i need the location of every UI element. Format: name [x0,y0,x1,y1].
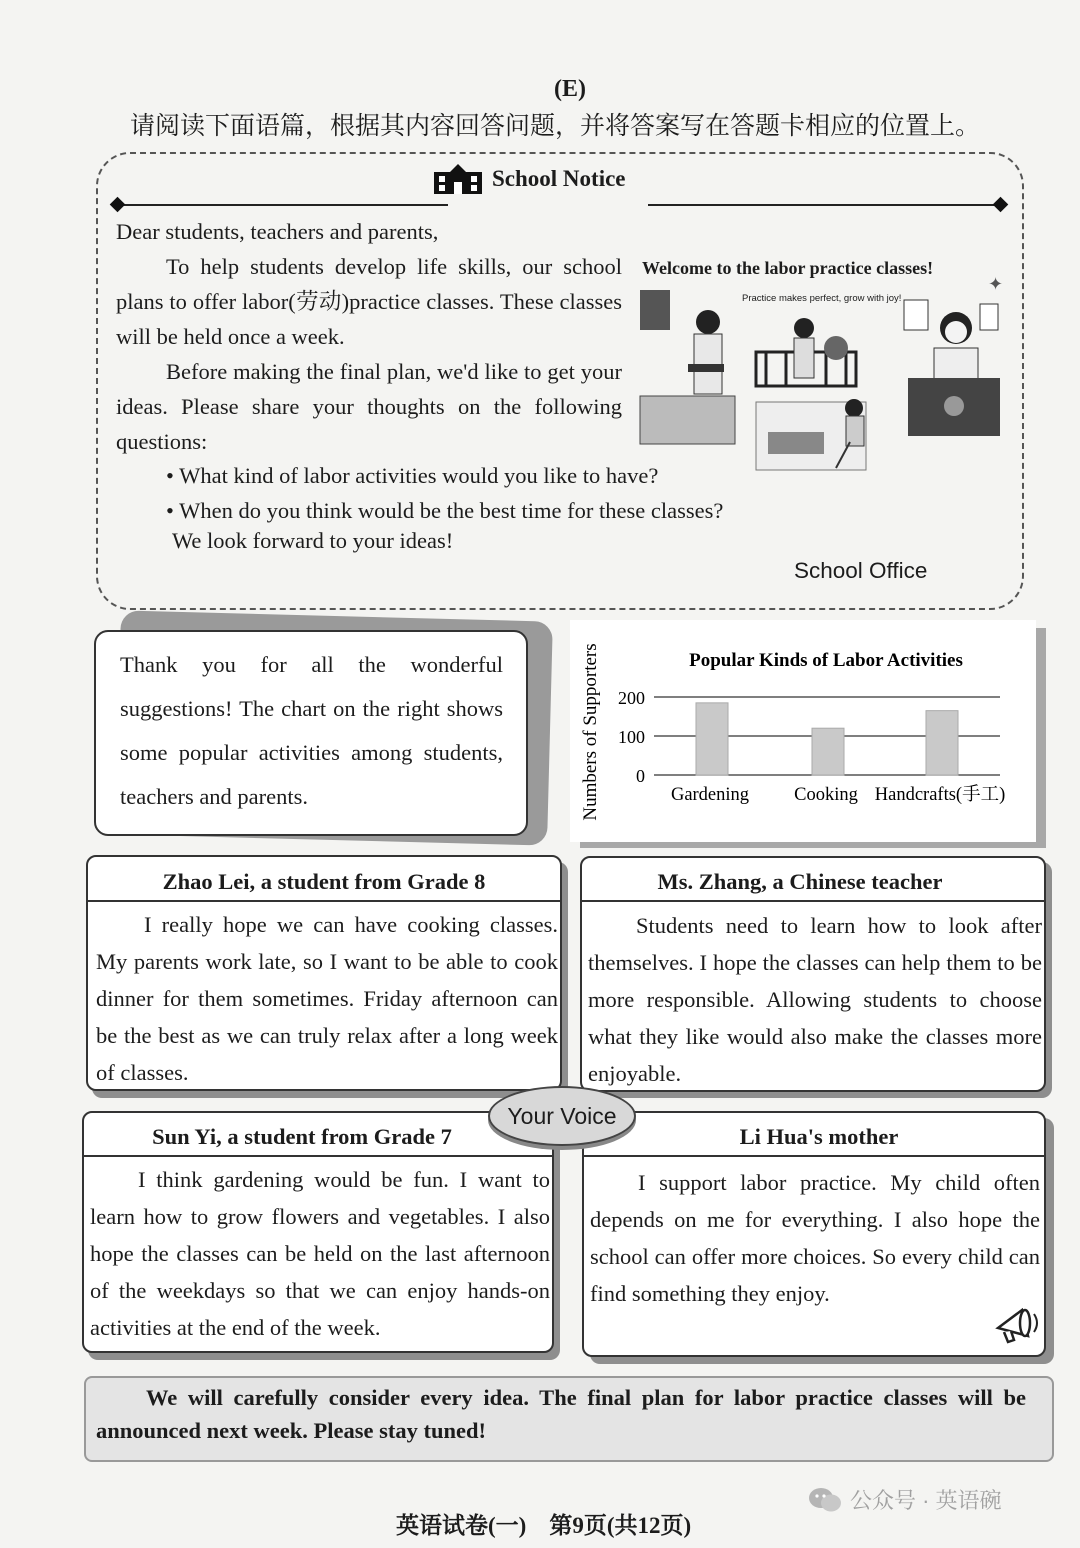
chart-title: Popular Kinds of Labor Activities [689,650,963,671]
section-label: (E) [554,76,586,102]
instructions: 请阅读下面语篇，根据其内容回答问题，并将答案写在答题卡相应的位置上。 [129,113,980,140]
sun-yi-divider [84,1155,552,1157]
chart-xtick-label: Gardening [670,785,750,805]
notice-paragraph-1: To help students develop life skills, our school plans to offer labor(劳动)practice classes. These classes will be held once a week. [116,254,622,349]
ms-zhang-text [588,907,1042,1092]
bullet-item: • What kind of labor activities would you like to have? [166,463,659,488]
bullet-item: • When do you think would be the best time for these classes? [166,498,724,523]
your-voice-label: Your Voice [507,1102,617,1129]
labor-activities-chart [570,620,1036,842]
chart-ytick-label: 0 [636,766,645,786]
handcraft-illustration-icon [904,300,1000,436]
thanks-text: Thank you for all the wonderful suggestions! The chart on the right shows some popular activities among students, teachers and parents. [120,652,503,809]
notice-rule-left [118,204,448,206]
ms-zhang-divider [582,900,1044,902]
zhao-lei-name: Zhao Lei, a student from Grade 8 [162,869,486,894]
li-hua-mother-name: Li Hua's mother [739,1124,899,1149]
megaphone-icon [992,1298,1042,1346]
sparkle-icon: ✦ [988,274,1004,294]
li-hua-mother-paragraph: I support labor practice. My child often depends on me for everything. I also hope the school can offer more choices. So every child can find something they enjoy. [590,1170,1040,1306]
notice-closing: We look forward to your ideas! [172,528,454,553]
chart-xtick-label: Cooking [794,785,858,805]
notice-title-text: School Notice [492,166,626,191]
chart-bar [696,703,728,775]
wechat-icon [808,1487,842,1513]
gardening-illustration-icon [756,318,856,386]
cooking-illustration-icon [640,290,735,444]
watermark-text: 公众号 · 英语碗 [850,1488,1002,1513]
notice-body [116,214,622,459]
your-voice-badge [488,1086,636,1146]
zhao-lei-divider [88,900,560,902]
chart-ytick-label: 100 [618,727,645,747]
labor-illustration [636,256,1004,476]
closing-banner-paragraph: We will carefully consider every idea. The final plan for labor practice classes will be announced next week. Please stay tuned! [96,1385,1026,1443]
watermark [808,1484,1002,1515]
chart-ytick-label: 200 [618,688,645,708]
sun-yi-text [90,1161,550,1346]
notice-greeting: Dear students, teachers and parents, [116,219,439,244]
illustration-title: Welcome to the labor practice classes! [642,258,934,278]
bullet-text: What kind of labor activities would you like to have? [179,463,659,488]
li-hua-mother-divider [584,1155,1044,1157]
chart-ylabel: Numbers of Supporters [580,643,601,821]
school-building-icon [432,164,484,194]
notice-title [432,164,626,194]
chart-bar [812,728,844,775]
li-hua-mother-text [590,1164,1040,1312]
notice-signature: School Office [794,558,928,583]
illustration-motto: Practice makes perfect, grow with joy! [742,293,902,304]
footer-page-info: 英语试卷(一) 第9页(共12页) [396,1513,692,1538]
zhao-lei-paragraph: I really hope we can have cooking classes. My parents work late, so I want to be able to cook dinner for them sometimes. Friday afternoon can be the best as we can truly relax after a long week of classes. [96,912,558,1085]
ms-zhang-paragraph: Students need to learn how to look after themselves. I hope the classes can help them to be more responsible. Allowing students to choose what they like would also make the classes more enjoyable. [588,913,1042,1086]
zhao-lei-text [96,906,558,1091]
sun-yi-name: Sun Yi, a student from Grade 7 [152,1124,452,1149]
closing-banner-text [96,1381,1026,1447]
notice-paragraph-2: Before making the final plan, we'd like to get your ideas. Please share your thoughts on the following questions: [116,359,622,454]
notice-rule-right [648,204,998,206]
chart-bar [926,711,958,775]
bullet-text: When do you think would be the best time for these classes? [179,498,724,523]
chart-xtick-label: Handcrafts(手工) [874,785,1006,805]
ms-zhang-name: Ms. Zhang, a Chinese teacher [657,869,943,894]
cleaning-illustration-icon [756,399,866,470]
sun-yi-paragraph: I think gardening would be fun. I want to learn how to grow flowers and vegetables. I also hope the classes can be held on the last afternoon of the weekdays so that we can enjoy hands-on activities at the end of the week. [90,1167,550,1340]
